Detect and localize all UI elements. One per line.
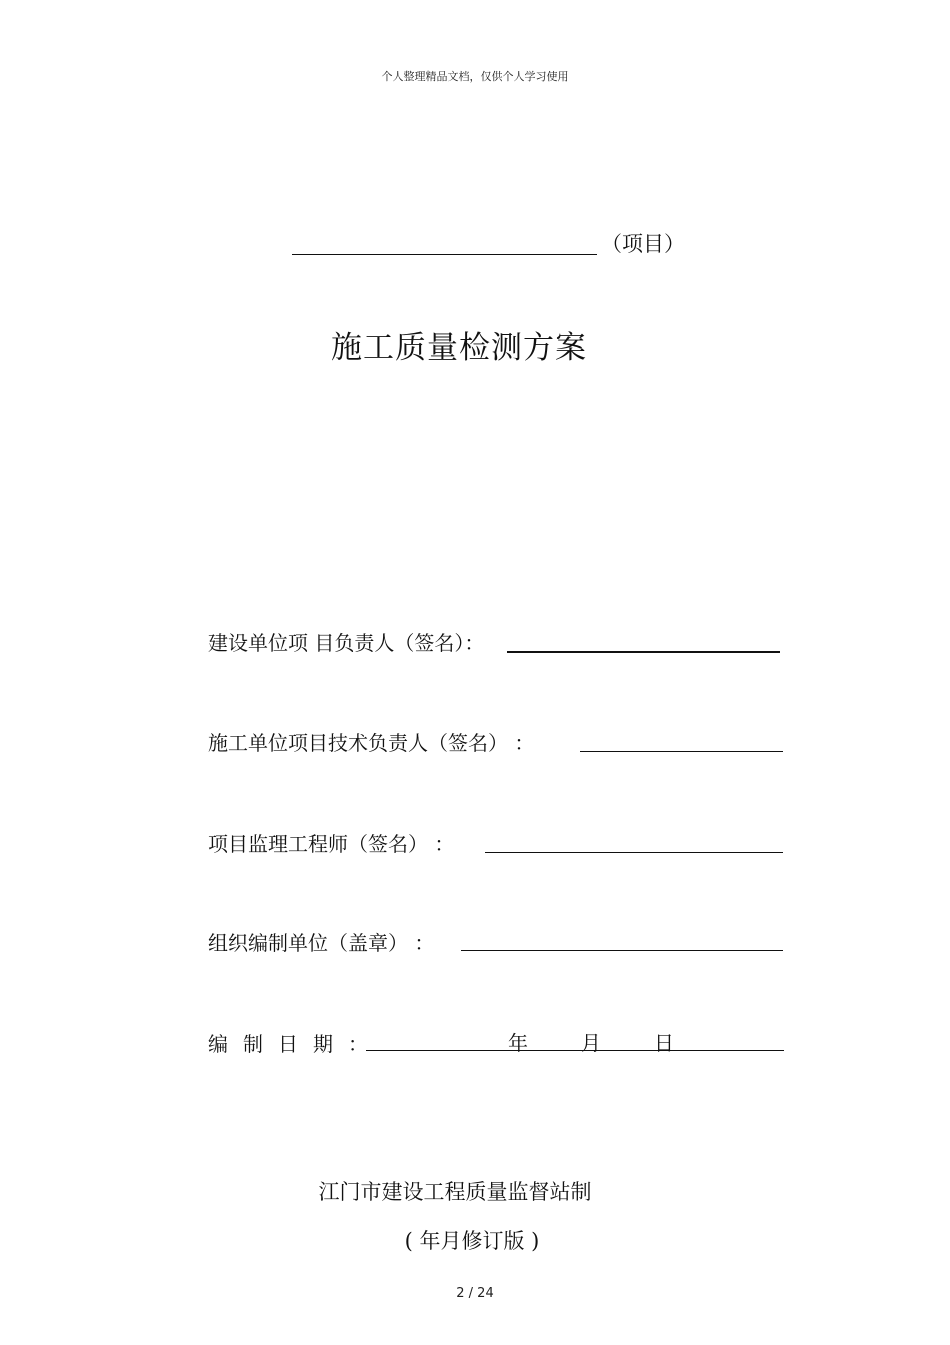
date-year-unit: 年 <box>508 1031 528 1055</box>
supervisor-signature-label: 项目监理工程师（签名） ： <box>208 832 455 856</box>
contractor-signature-label: 施工单位项目技术负责人（签名） ： <box>208 731 535 755</box>
issuer-name: 江门市建设工程质量监督站制 <box>318 1180 592 1204</box>
supervisor-signature-blank <box>485 852 783 853</box>
contractor-signature-blank <box>580 751 783 752</box>
document-title: 施工质量检测方案 <box>331 330 587 366</box>
header-note: 个人整理精品文档，仅供个人学习使用 <box>381 70 569 83</box>
date-month-unit: 月 <box>581 1031 601 1055</box>
page-number: 2 / 24 <box>456 1286 494 1301</box>
edition-note: ( 年月修订版 ) <box>404 1229 540 1253</box>
compile-date-blank <box>366 1050 784 1051</box>
project-name-blank <box>292 254 597 255</box>
project-suffix: （项目） <box>601 232 685 256</box>
organization-seal-label: 组织编制单位（盖章） ： <box>208 931 435 955</box>
date-day-unit: 日 <box>654 1031 674 1055</box>
organization-seal-blank <box>461 950 783 951</box>
compile-date-label: 编制日期： <box>208 1032 383 1056</box>
owner-signature-blank <box>507 651 780 653</box>
owner-signature-label: 建设单位项 目负责人（签名）： <box>208 631 485 655</box>
